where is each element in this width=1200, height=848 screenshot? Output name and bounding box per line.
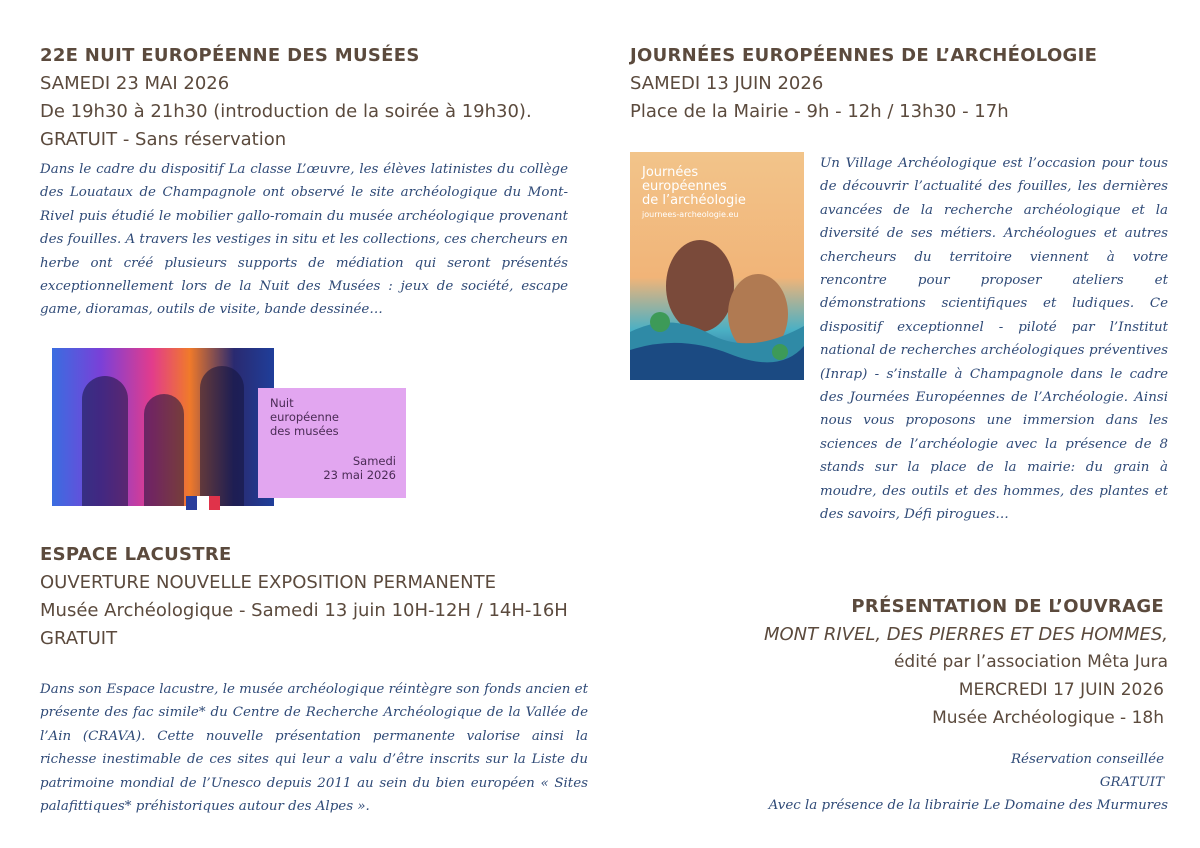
ouvrage-price: GRATUIT [1099, 775, 1164, 790]
poster-title-line: européenne [270, 410, 339, 424]
poster-title-line: Nuit [270, 396, 294, 410]
espace-lacustre-when: Musée Archéologique - Samedi 13 juin 10H-12H / 14H-16H [40, 600, 568, 621]
nuit-musees-date: SAMEDI 23 MAI 2026 [40, 73, 230, 94]
poster-title-line: de l’archéologie [642, 193, 746, 208]
nuit-musees-price: GRATUIT - Sans réservation [40, 129, 287, 150]
poster-label-card [258, 388, 406, 498]
archeologie-poster [630, 152, 804, 380]
espace-lacustre-subtitle: OUVERTURE NOUVELLE EXPOSITION PERMANENTE [40, 572, 497, 593]
ouvrage-publisher: édité par l’association Mêta Jura [893, 652, 1168, 672]
espace-lacustre-price: GRATUIT [40, 628, 118, 649]
poster-date-line: 23 mai 2026 [323, 468, 396, 482]
french-republic-logo-icon [186, 496, 220, 510]
nuit-musees-description: Dans le cadre du dispositif La classe L’œuvre, les élèves latinistes du collège des Louataux de Champagnole ont observé le site archéologique du Mont-Rivel puis étudié le mobilier gallo-romain du musée archéologique provenant des fouilles. A travers les vestiges in situ et les collections, ces chercheurs en herbe ont créé plusieurs supports de médiation qui seront présentés exceptionnellement lors de la Nuit des Musées : jeux de société, escape game, dioramas, outils de visite, bande dessinée… [40, 162, 568, 318]
ouvrage-date: MERCREDI 17 JUIN 2026 [958, 680, 1164, 700]
poster-date-line: Samedi [352, 454, 396, 468]
espace-lacustre-title: ESPACE LACUSTRE [40, 544, 232, 565]
archeologie-place: Place de la Mairie - 9h - 12h / 13h30 - 17h [630, 101, 1009, 122]
nuit-musees-title: 22E NUIT EUROPÉENNE DES MUSÉES [40, 45, 420, 66]
poster-illustration [630, 222, 804, 380]
poster-title-line: des musées [270, 424, 339, 438]
poster-title-line: européennes [642, 179, 727, 194]
archeologie-date: SAMEDI 13 JUIN 2026 [630, 73, 824, 94]
ouvrage-place: Musée Archéologique - 18h [932, 708, 1164, 728]
poster-artwork [52, 348, 274, 506]
nuit-musees-hours: De 19h30 à 21h30 (introduction de la soirée à 19h30). [40, 101, 532, 122]
ouvrage-book-title: MONT RIVEL, DES PIERRES ET DES HOMMES, [763, 624, 1168, 645]
ouvrage-reservation-note: Réservation conseillée [1010, 752, 1164, 767]
poster-url: journees-archeologie.eu [642, 210, 739, 219]
poster-title-line: Journées [642, 165, 699, 180]
espace-lacustre-description: Dans son Espace lacustre, le musée archéologique réintègre son fonds ancien et présente des fac simile* du Centre de Recherche Archéologique de la Vallée de l’Ain (CRAVA). Cette nouvelle présentation permanente valorise ainsi la richesse inestimable de ces sites qui leur a valu d’être inscrits sur la Liste du patrimoine mondial de l’Unesco depuis 2011 au sein du bien européen « Sites palafittiques* préhistoriques autour des Alpes ». [40, 682, 588, 815]
archeologie-description: Un Village Archéologique est l’occasion pour tous de découvrir l’actualité des fouilles, les dernières avancées de la recherche archéologique et la diversité de ses métiers. Archéologues et autres chercheurs du territoire viennent à votre rencontre pour proposer ateliers et démonstrations scientifiques et ludiques. Ce dispositif exceptionnel - piloté par l’Institut national de recherches archéologiques préventives (Inrap) - s’installe à Champagnole dans le cadre des Journées Européennes de l’Archéologie. Ainsi nous vous proposons une immersion dans les sciences de l’archéologie avec la présence de 8 stands sur la place de la mairie: du grain à moudre, des outils et des hommes, des plantes et des savoirs, Défi pirogues… [820, 156, 1168, 523]
archeologie-title: JOURNÉES EUROPÉENNES DE L’ARCHÉOLOGIE [630, 45, 1098, 66]
nuit-musees-poster [52, 348, 396, 508]
ouvrage-title: PRÉSENTATION DE L’OUVRAGE [851, 596, 1164, 617]
ouvrage-bookshop-note: Avec la présence de la librairie Le Domaine des Murmures [768, 798, 1168, 813]
